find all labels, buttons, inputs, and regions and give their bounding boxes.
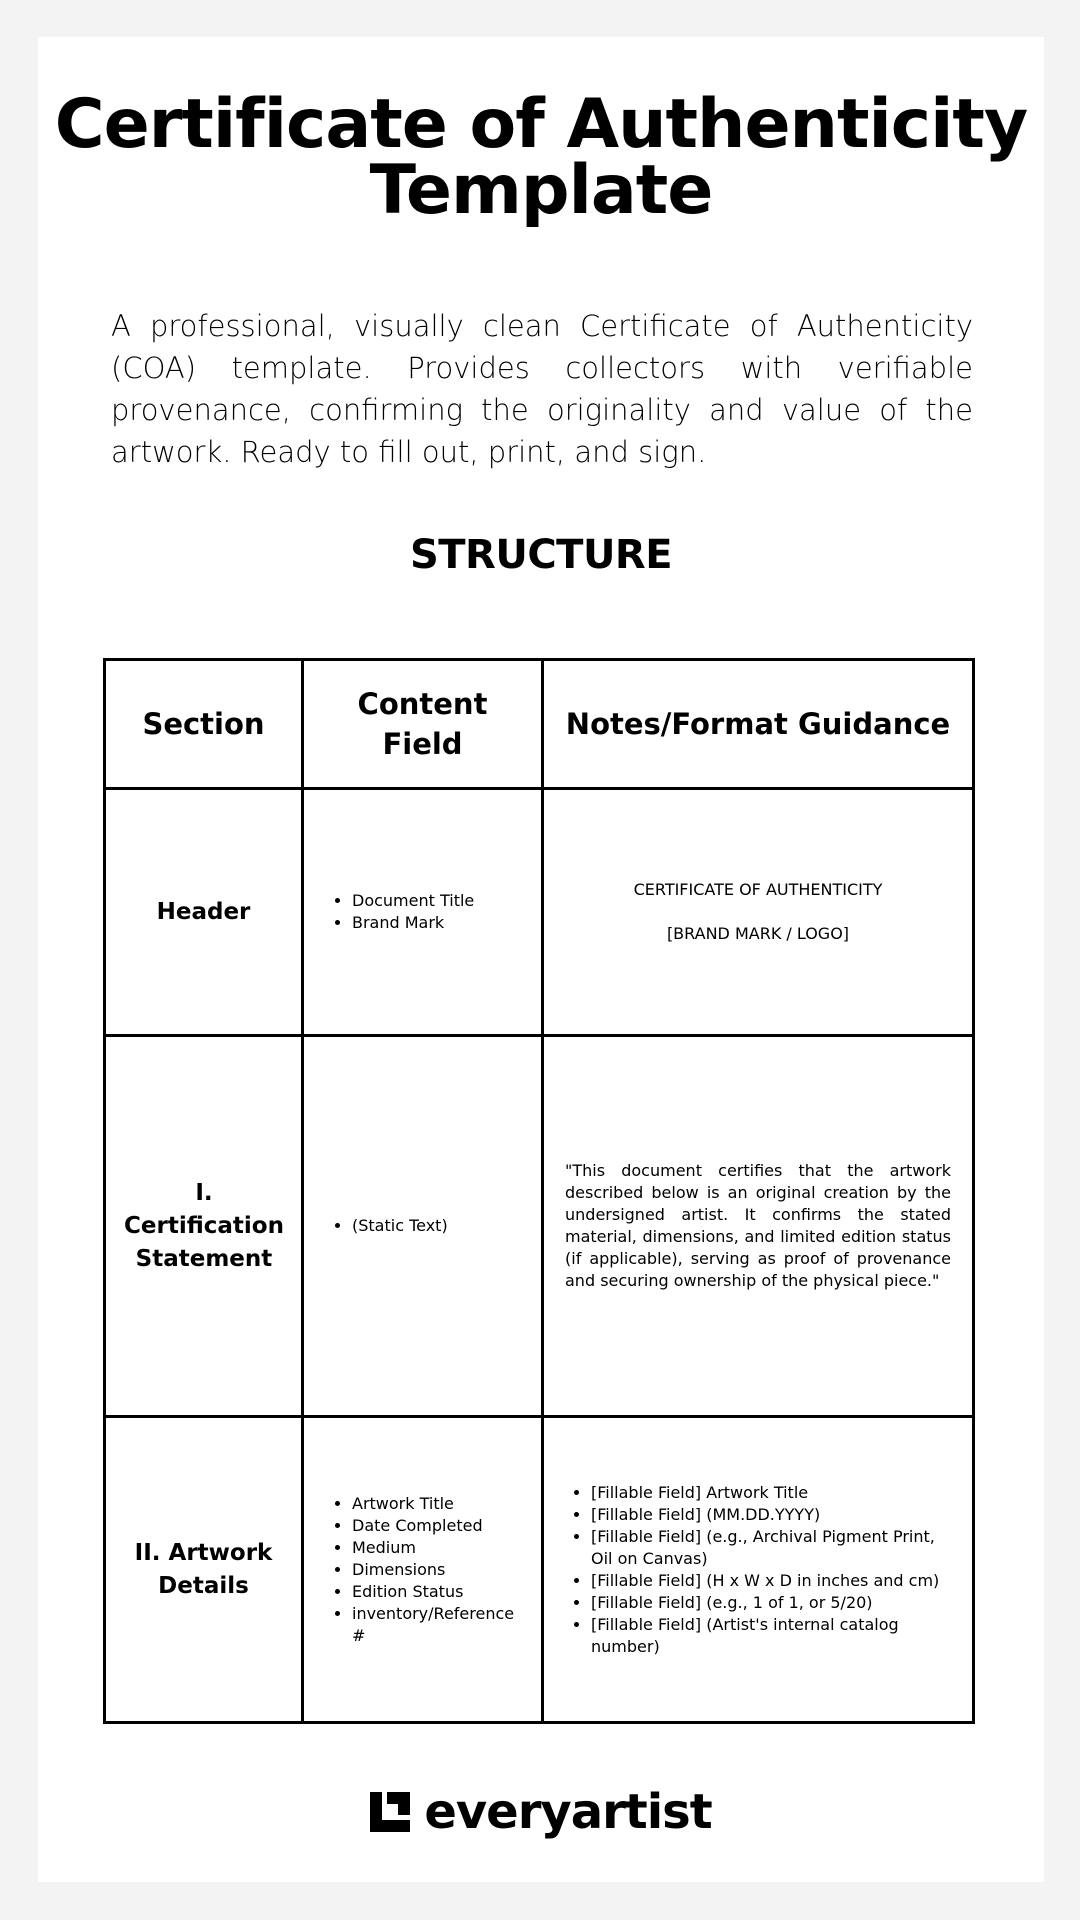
- document-title-text: Certificate of Authenticity Template: [54, 85, 1028, 230]
- intro-paragraph: A professional, visually clean Certificate of Authenticity (COA) template. Provides collectors with verifiable provenance, confirming the originality and value of the artwork. Ready to fill out, print, and sign.: [111, 309, 973, 469]
- certification-statement-text: "This document certifies that the artwork described below is an original creation by the undersigned artist. It confirms the stated material, dimensions, and limited edition status (if applicable), serving as proof of provenance and securing ownership of the physical piece.": [565, 1161, 951, 1290]
- section-cell: II. Artwork Details: [105, 1417, 303, 1723]
- notes-line: [BRAND MARK / LOGO]: [666, 924, 850, 943]
- section-cell: Header: [105, 789, 303, 1036]
- column-header-content-field: Content Field: [303, 660, 543, 789]
- content-field-cell: [303, 1417, 543, 1723]
- list-item: • inventory/Reference #: [352, 1603, 527, 1647]
- list-item: • [Fillable Field] (e.g., 1 of 1, or 5/20): [591, 1592, 942, 1614]
- list-item: • Dimensions: [352, 1559, 527, 1581]
- list-item: • Edition Status: [352, 1581, 527, 1603]
- document-page: [38, 37, 1044, 1882]
- list-item: • [Fillable Field] (Artist's internal catalog number): [591, 1614, 942, 1658]
- table-row-header: [105, 789, 974, 1036]
- notes-line: CERTIFICATE OF AUTHENTICITY: [633, 880, 883, 899]
- column-header-section: Section: [105, 660, 303, 789]
- list-item: • Brand Mark: [352, 912, 527, 934]
- everyartist-mark-icon: [370, 1792, 410, 1832]
- structure-table: [103, 658, 975, 1724]
- content-field-list: [304, 890, 541, 934]
- logo-wordmark: everyartist: [424, 1784, 712, 1840]
- section-cell: I. Certification Statement: [105, 1036, 303, 1417]
- notes-cell: [543, 789, 974, 1036]
- table-row-certification-statement: [105, 1036, 974, 1417]
- column-header-notes: Notes/Format Guidance: [543, 660, 974, 789]
- list-item: • [Fillable Field] (e.g., Archival Pigment Print, Oil on Canvas): [591, 1526, 942, 1570]
- notes-centered-text: [544, 879, 972, 945]
- structure-heading: STRUCTURE: [409, 532, 673, 578]
- document-title: [38, 85, 1044, 230]
- list-item: • [Fillable Field] Artwork Title: [591, 1482, 942, 1504]
- list-item: • Medium: [352, 1537, 527, 1559]
- notes-cell: [543, 1036, 974, 1417]
- list-item: • (Static Text): [352, 1215, 527, 1237]
- everyartist-logo: [38, 1782, 1044, 1842]
- notes-list: [544, 1482, 972, 1658]
- content-field-list: [304, 1215, 541, 1237]
- list-item: • Date Completed: [352, 1515, 527, 1537]
- list-item: • Document Title: [352, 890, 527, 912]
- list-item: • Artwork Title: [352, 1493, 527, 1515]
- table-row-artwork-details: [105, 1417, 974, 1723]
- table-header-row: [105, 660, 974, 789]
- notes-cell: [543, 1417, 974, 1723]
- content-field-cell: [303, 1036, 543, 1417]
- list-item: • [Fillable Field] (H x W x D in inches and cm): [591, 1570, 942, 1592]
- list-item: • [Fillable Field] (MM.DD.YYYY): [591, 1504, 942, 1526]
- content-field-cell: [303, 789, 543, 1036]
- content-field-list: [304, 1493, 541, 1647]
